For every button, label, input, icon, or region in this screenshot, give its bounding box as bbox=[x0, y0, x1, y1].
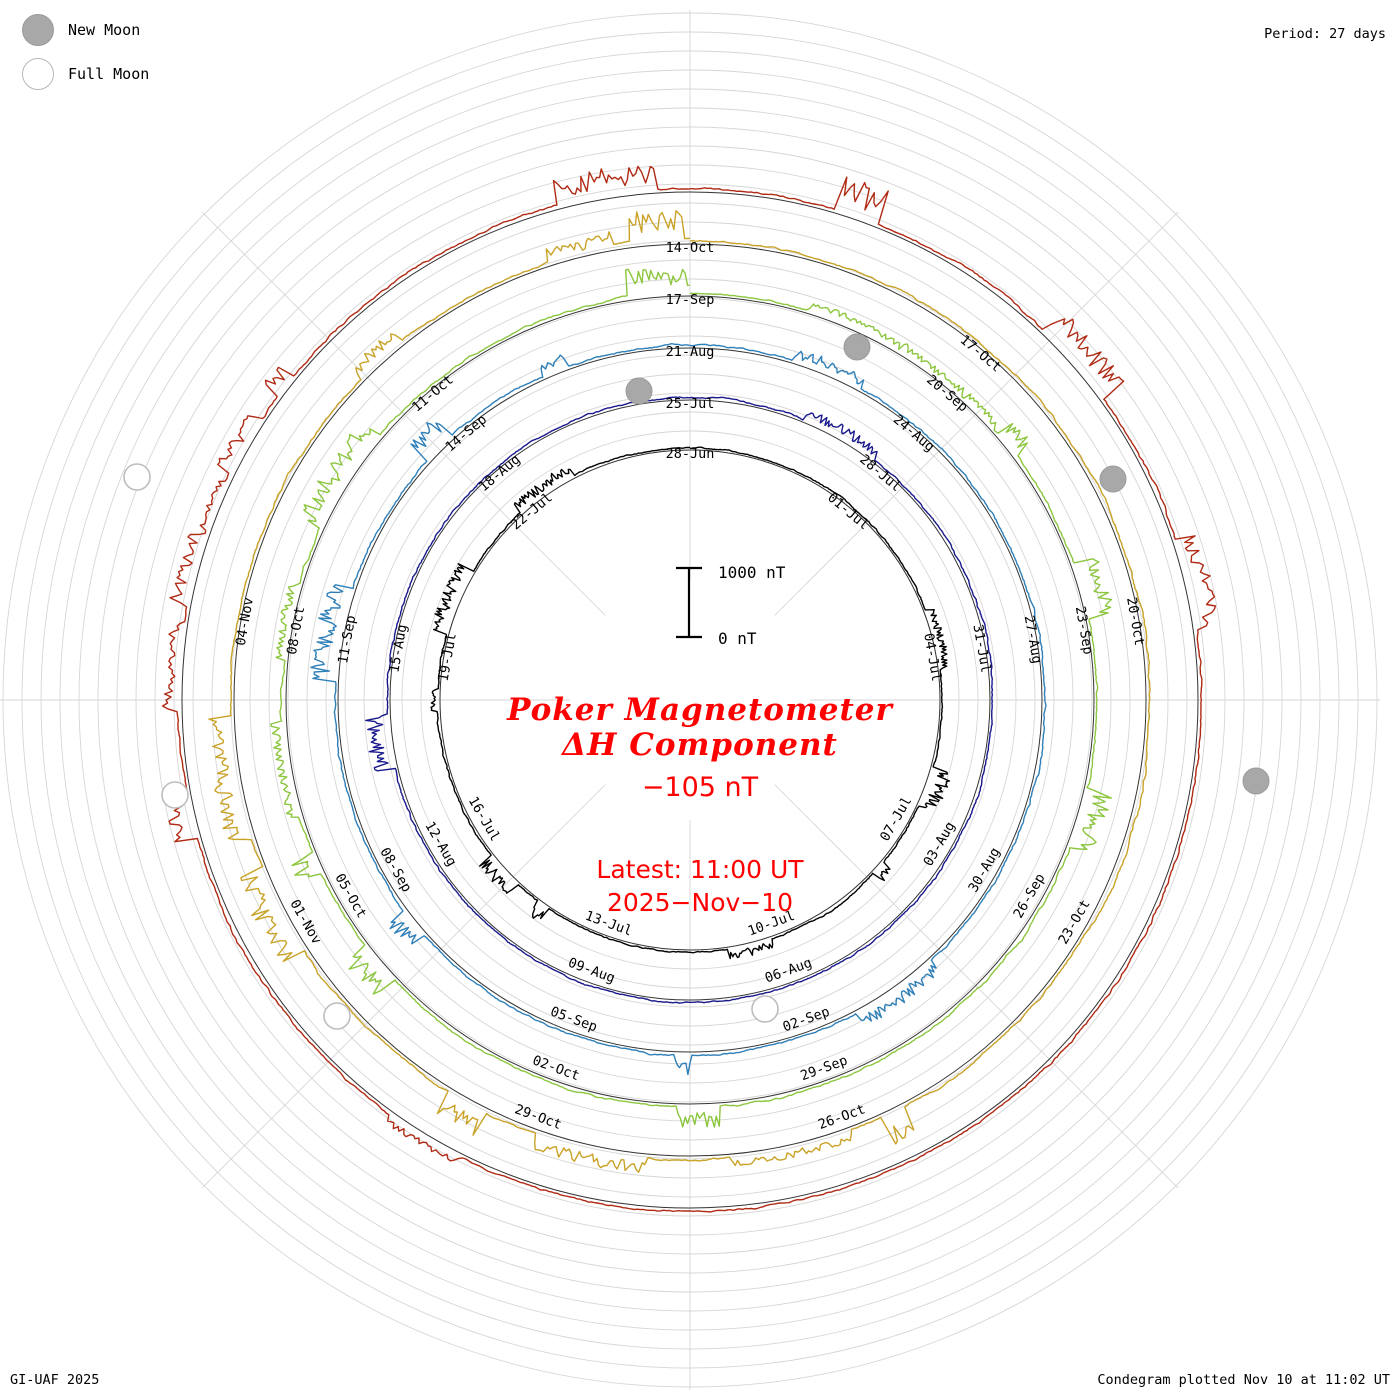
svg-text:02-Sep: 02-Sep bbox=[780, 1003, 832, 1036]
svg-text:04-Nov: 04-Nov bbox=[232, 596, 257, 647]
trace-10-Nov bbox=[163, 166, 1216, 1212]
full-moon-marker bbox=[124, 464, 150, 490]
svg-text:07-Jul: 07-Jul bbox=[877, 793, 916, 845]
svg-text:20-Sep: 20-Sep bbox=[923, 371, 971, 416]
svg-text:14-Sep: 14-Sep bbox=[442, 411, 491, 456]
legend-label-new-moon: New Moon bbox=[68, 21, 141, 39]
moon-markers bbox=[124, 331, 1269, 1029]
svg-text:28-Jun: 28-Jun bbox=[665, 446, 715, 462]
svg-text:17-Sep: 17-Sep bbox=[665, 292, 715, 308]
svg-text:12-Aug: 12-Aug bbox=[421, 818, 460, 870]
scale-max-label: 1000 nT bbox=[718, 563, 786, 582]
plotted-timestamp-label: Condegram plotted Nov 10 at 11:02 UT bbox=[1097, 1372, 1390, 1388]
svg-text:23-Sep: 23-Sep bbox=[1071, 605, 1097, 656]
svg-text:05-Oct: 05-Oct bbox=[331, 870, 370, 922]
svg-text:29-Sep: 29-Sep bbox=[798, 1052, 850, 1085]
full-moon-marker bbox=[752, 996, 778, 1022]
full-moon-marker bbox=[324, 1003, 350, 1029]
latest-time-label: Latest: 11:00 UT bbox=[596, 855, 804, 884]
svg-text:20-Oct: 20-Oct bbox=[1123, 596, 1148, 647]
current-value-label: −105 nT bbox=[641, 772, 759, 803]
svg-text:25-Jul: 25-Jul bbox=[665, 396, 715, 412]
svg-text:26-Oct: 26-Oct bbox=[816, 1101, 868, 1134]
svg-text:23-Oct: 23-Oct bbox=[1055, 896, 1094, 948]
svg-text:09-Aug: 09-Aug bbox=[565, 954, 618, 987]
svg-text:31-Jul: 31-Jul bbox=[969, 623, 994, 674]
new-moon-marker bbox=[844, 334, 870, 360]
svg-text:16-Jul: 16-Jul bbox=[464, 793, 503, 845]
svg-text:22-Jul: 22-Jul bbox=[508, 489, 556, 534]
period-label: Period: 27 days bbox=[1264, 26, 1386, 42]
svg-text:18-Aug: 18-Aug bbox=[475, 451, 524, 496]
svg-text:17-Oct: 17-Oct bbox=[956, 331, 1005, 376]
svg-text:15-Aug: 15-Aug bbox=[386, 623, 411, 674]
svg-text:04-Jul: 04-Jul bbox=[920, 631, 945, 683]
magnetometer-traces bbox=[163, 166, 1216, 1212]
svg-text:10-Jul: 10-Jul bbox=[745, 907, 798, 940]
svg-text:21-Aug: 21-Aug bbox=[665, 344, 715, 360]
chart-title-line1: Poker Magnetometer bbox=[507, 692, 893, 728]
svg-text:30-Aug: 30-Aug bbox=[965, 844, 1004, 896]
svg-text:14-Oct: 14-Oct bbox=[665, 240, 715, 256]
svg-text:01-Jul: 01-Jul bbox=[824, 489, 872, 534]
svg-text:11-Oct: 11-Oct bbox=[409, 371, 457, 416]
svg-text:26-Sep: 26-Sep bbox=[1010, 870, 1049, 922]
scale-min-label: 0 nT bbox=[718, 629, 757, 648]
svg-text:27-Aug: 27-Aug bbox=[1020, 614, 1045, 665]
svg-text:24-Aug: 24-Aug bbox=[889, 411, 938, 456]
chart-title-line2: ΔH Component bbox=[562, 727, 838, 763]
full-moon-marker bbox=[162, 782, 188, 808]
svg-text:13-Jul: 13-Jul bbox=[582, 907, 635, 940]
svg-text:05-Sep: 05-Sep bbox=[548, 1003, 600, 1036]
new-moon-marker bbox=[626, 378, 652, 404]
svg-text:08-Oct: 08-Oct bbox=[283, 605, 309, 656]
legend-label-full-moon: Full Moon bbox=[68, 65, 150, 83]
latest-date-label: 2025−Nov−10 bbox=[606, 888, 794, 917]
grid-spokes bbox=[0, 10, 1380, 1390]
new-moon-marker bbox=[1100, 466, 1126, 492]
svg-text:11-Sep: 11-Sep bbox=[335, 614, 360, 665]
svg-text:03-Aug: 03-Aug bbox=[920, 818, 959, 870]
credit-label: GI-UAF 2025 bbox=[10, 1372, 100, 1388]
svg-text:06-Aug: 06-Aug bbox=[762, 954, 815, 987]
svg-text:01-Nov: 01-Nov bbox=[286, 896, 325, 948]
scale-bar bbox=[676, 568, 702, 637]
svg-text:08-Sep: 08-Sep bbox=[376, 844, 415, 896]
new-moon-marker bbox=[1243, 768, 1269, 794]
svg-text:28-Jul: 28-Jul bbox=[856, 451, 905, 496]
svg-text:29-Oct: 29-Oct bbox=[512, 1101, 564, 1134]
svg-text:19-Jul: 19-Jul bbox=[435, 631, 460, 683]
svg-text:02-Oct: 02-Oct bbox=[530, 1052, 582, 1085]
